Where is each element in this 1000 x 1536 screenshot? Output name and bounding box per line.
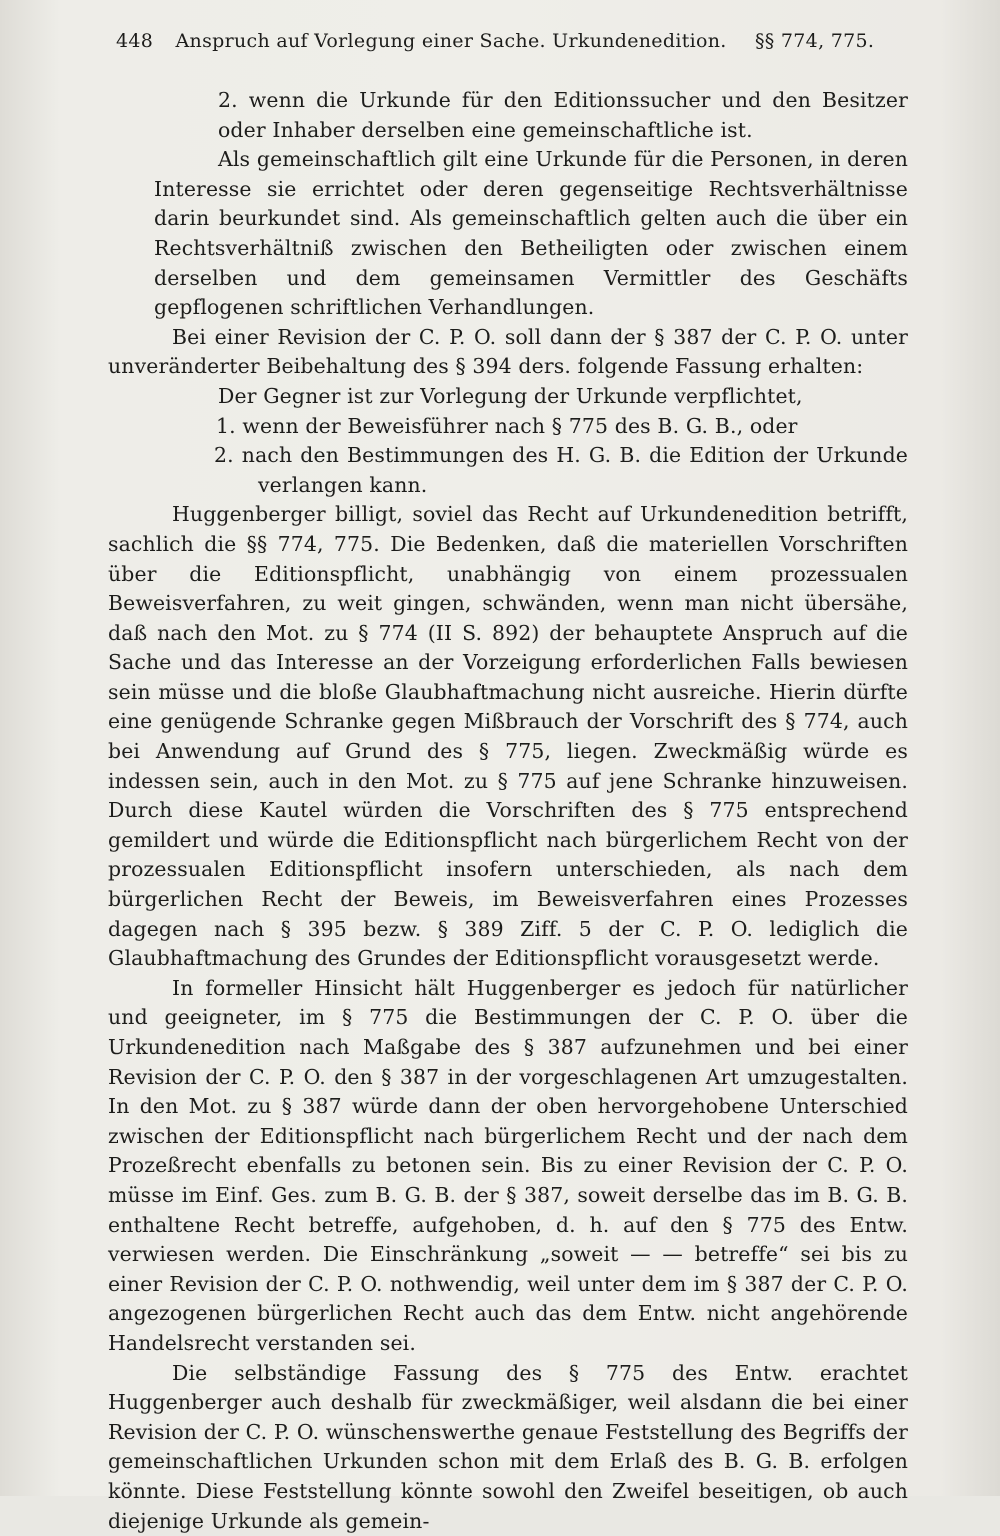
running-title: Anspruch auf Vorlegung einer Sache. Urkundenedition. — [175, 30, 727, 52]
quoted-rule-item-1: 1. wenn der Beweisführer nach § 775 des B. G. B., oder — [216, 413, 798, 438]
paragraph-huggenberger-2: In formeller Hinsicht hält Huggenberger es jedoch für natürlicher und geeigneter, im § 775 die Bestimmungen der C. P. O. über die Urkundenedition nach Maßgabe des § 387 aufzunehmen und bei einer Revision der C. P. O. den § 387 in der vorgeschlagenen Art umzugestalten. In den Mot. zu § 387 würde dann der oben hervorgehobene Unterschied zwischen der Editionspflicht nach bürgerlichem Recht und der nach dem Prozeßrecht ebenfalls zu betonen sein. Bis zu einer Revision der C. P. O. müsse im Einf. Ges. zum B. G. B. der § 387, soweit derselbe das im B. G. B. enthaltene Recht betreffe, aufgehoben, d. h. auf den § 775 des Entw. verwiesen werden. Die Einschränkung „soweit — — betreffe“ sei bis zu einer Revision der C. P. O. nothwendig, weil unter dem im § 387 der C. P. O. angezogenen bürgerlichen Recht auch das dem Entw. nicht angehörende Handelsrecht verstanden sei. — [108, 975, 908, 1355]
section-reference: §§ 774, 775. — [754, 30, 875, 52]
paragraph-revision: Bei einer Revision der C. P. O. soll dann der § 387 der C. P. O. unter unveränderter Beibehaltung des § 394 ders. folgende Fassung erhalten: — [108, 324, 908, 379]
paragraph-definition: Als gemeinschaftlich gilt eine Urkunde für die Personen, in deren Interesse sie errichtet oder deren gegenseitige Rechtsverhältnisse darin beurkundet sind. Als gemeinschaftlich gelten auch die über ein Rechtsverhältniß zwischen den Betheiligten oder zwischen einem derselben und dem gemeinsamen Vermittler des Geschäfts gepflogenen schriftlichen Verhandlungen. — [154, 147, 908, 320]
running-header — [116, 30, 876, 52]
paragraph-huggenberger-3: Die selbständige Fassung des § 775 des Entw. erachtet Huggenberger auch deshalb für zweckmäßiger, weil alsdann die bei einer Revision der C. P. O. wünschenswerthe genaue Feststellung des Begriffs der gemeinschaftlichen Urkunden schon mit dem Erlaß des B. G. B. erfolgen könnte. Diese Feststellung könnte sowohl den Zweifel beseitigen, ob auch diejenige Urkunde als gemein- — [108, 1360, 908, 1533]
quoted-rule-item-2: 2. nach den Bestimmungen des H. G. B. die Edition der Urkunde verlangen kann. — [214, 443, 908, 497]
paragraph-huggenberger-1: Huggenberger billigt, soviel das Recht auf Urkundenedition betrifft, sachlich die §§ 774, 775. Die Bedenken, daß die materiellen Vorschriften über die Editionspflicht, unabhängig von einem prozessualen Beweisverfahren, zu weit gingen, schwänden, wenn man nicht übersähe, daß nach den Mot. zu § 774 (II S. 892) der behauptete Anspruch auf die Sache und das Interesse an der Vorzeigung erforderlichen Falls bewiesen sein müsse und die bloße Glaubhaftmachung nicht ausreiche. Hierin dürfte eine genügende Schranke gegen Mißbrauch der Vorschrift des § 774, auch bei Anwendung auf Grund des § 775, liegen. Zweckmäßig würde es indessen sein, auch in den Mot. zu § 775 auf jene Schranke hinzuweisen. Durch diese Kautel würden die Vorschriften des § 775 entsprechend gemildert und würde die Editionspflicht nach bürgerlichem Recht von der prozessualen Editionspflicht insofern unterschieden, als nach dem bürgerlichen Recht der Beweis, im Beweisverfahren eines Prozesses dagegen nach § 395 bezw. § 389 Ziff. 5 der C. P. O. lediglich die Glaubhaftmachung des Grundes der Editionspflicht vorausgesetzt werde. — [108, 502, 908, 971]
quoted-rule-intro: Der Gegner ist zur Vorlegung der Urkunde verpflichtet, — [218, 383, 803, 408]
page-number: 448 — [116, 30, 154, 52]
page-body — [108, 86, 908, 1536]
list-item-2: 2. wenn die Urkunde für den Editionssucher und den Besitzer oder Inhaber derselben eine gemeinschaftliche ist. — [218, 88, 908, 142]
